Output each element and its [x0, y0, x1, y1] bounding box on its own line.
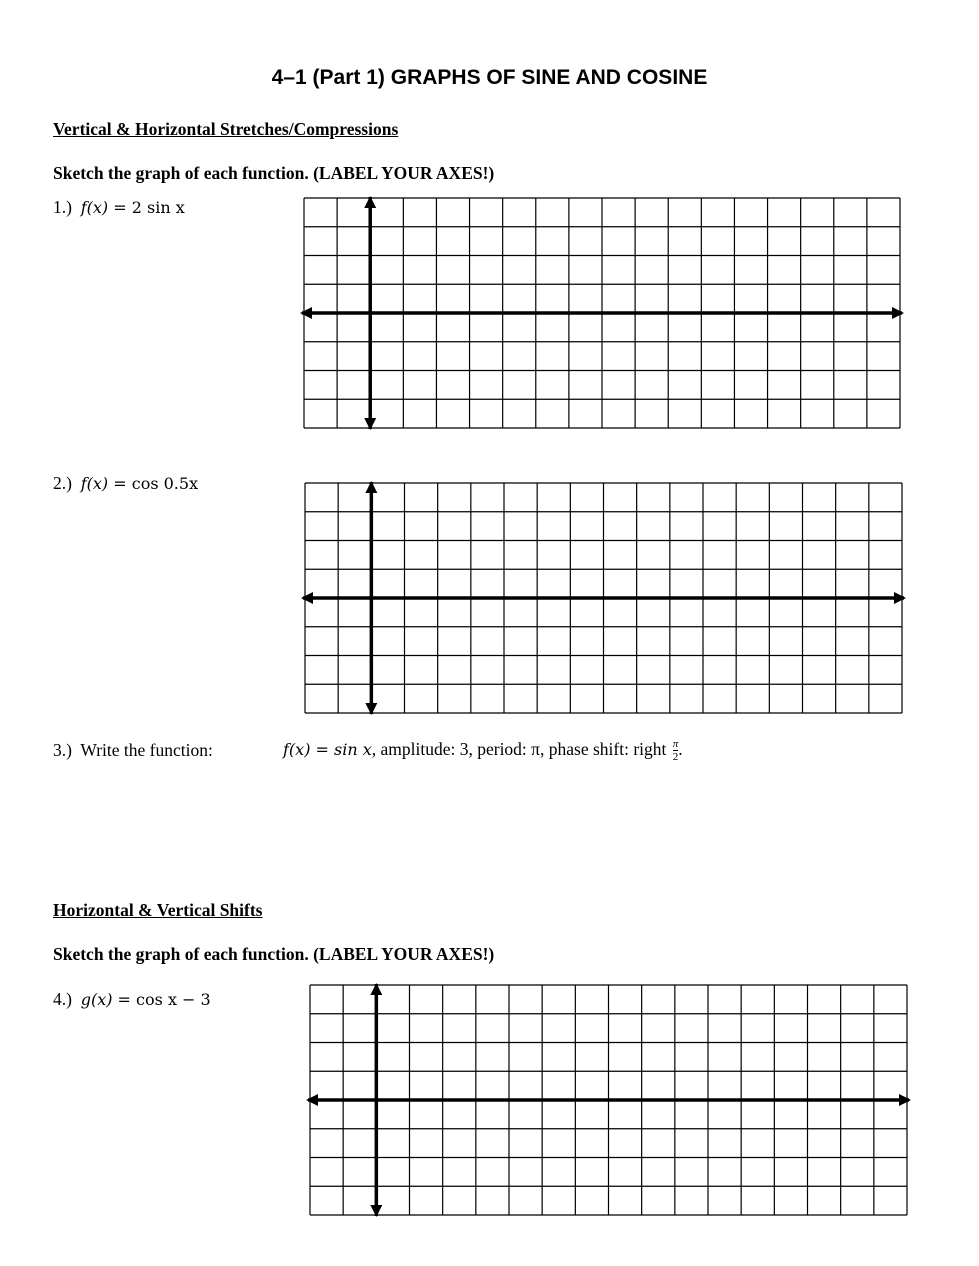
- equals-sign: =: [113, 198, 127, 217]
- graph-grid-2[interactable]: [301, 481, 906, 715]
- x-axis-arrow-right: [894, 592, 906, 604]
- problem-4: [53, 989, 211, 1010]
- section-heading-shifts: Horizontal & Vertical Shifts: [53, 900, 263, 920]
- problem-1: [53, 197, 185, 218]
- problem-number: 1.): [53, 197, 72, 217]
- fraction-denominator: 2: [672, 751, 679, 763]
- equals-sign: =: [117, 990, 131, 1009]
- section-heading-stretches: Vertical & Horizontal Stretches/Compressions: [53, 119, 399, 139]
- function-lhs: f(x): [80, 474, 109, 493]
- problem-prompt: Write the function:: [80, 740, 213, 760]
- x-axis-arrow-right: [899, 1094, 911, 1106]
- x-axis-arrow-right: [892, 307, 904, 319]
- instruction-2: Sketch the graph of each function. (LABEL YOUR AXES!): [53, 944, 495, 964]
- function-lhs: f(x): [80, 198, 109, 217]
- equals-sign: =: [113, 474, 127, 493]
- function-details: , amplitude: 3, period: π, phase shift: right: [371, 739, 667, 760]
- problem-number: 3.): [53, 740, 72, 760]
- x-axis-arrow-left: [306, 1094, 318, 1106]
- graph-grid-4[interactable]: [306, 983, 911, 1217]
- x-axis-arrow-left: [300, 307, 312, 319]
- function-rhs: 2 sin x: [131, 198, 185, 217]
- graph-grid-1[interactable]: [300, 196, 904, 430]
- problem-3: [53, 740, 213, 761]
- fraction-numerator: π: [672, 738, 679, 750]
- sentence-end: .: [678, 739, 683, 760]
- instruction-1: Sketch the graph of each function. (LABEL YOUR AXES!): [53, 163, 495, 183]
- function-expression: [81, 198, 185, 217]
- x-axis-arrow-left: [301, 592, 313, 604]
- problem-3-specification: [283, 739, 683, 763]
- function-expression: [81, 474, 198, 493]
- function-expression: f(x) = sin x: [283, 740, 372, 760]
- problem-number: 4.): [53, 989, 72, 1009]
- problem-number: 2.): [53, 473, 72, 493]
- function-rhs: cos 0.5x: [131, 474, 199, 493]
- function-expression: [81, 990, 211, 1009]
- function-lhs: g(x): [80, 990, 113, 1009]
- function-rhs: cos x − 3: [136, 990, 211, 1009]
- problem-2: [53, 473, 198, 494]
- page-title: 4–1 (Part 1) GRAPHS OF SINE AND COSINE: [271, 66, 708, 89]
